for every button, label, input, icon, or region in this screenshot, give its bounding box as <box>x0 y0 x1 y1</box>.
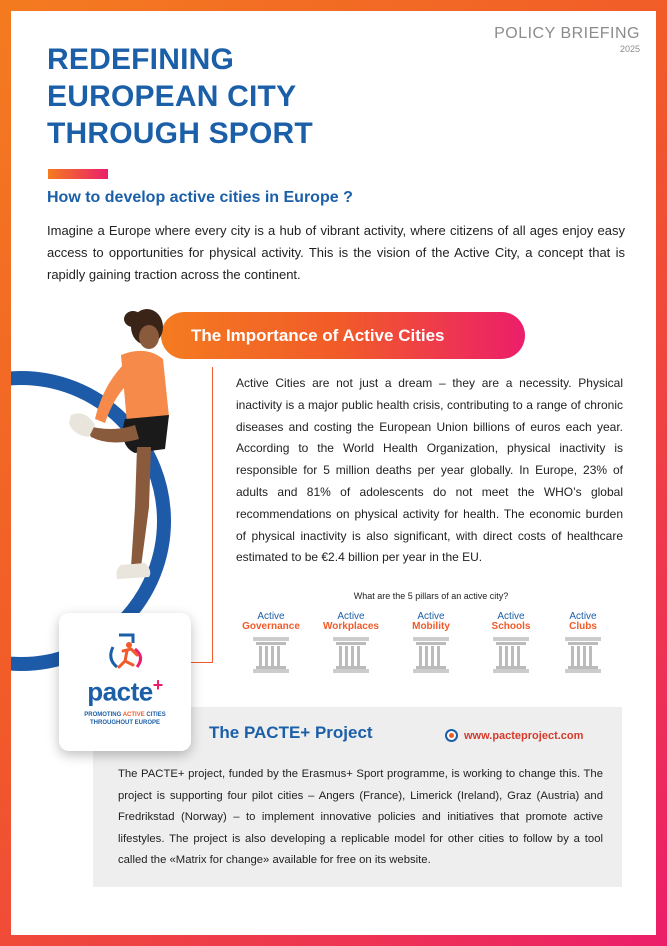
project-heading: The PACTE+ Project <box>209 723 373 742</box>
tagline-highlight: ACTIVE <box>122 712 145 718</box>
pillar-name: Clubs <box>569 621 597 632</box>
column-icon <box>331 635 371 673</box>
intro-paragraph: Imagine a Europe where every city is a hub of vibrant activity, where citizens of all ages enjoy easy access to opportunities for physical activity. This is the vision of the Active City, a concept that is rapidly gaining traction across the continent. <box>47 223 625 282</box>
title-accent-bar <box>48 169 108 179</box>
pillar-name: Schools <box>491 621 531 632</box>
pillars-question: What are the 5 pillars of an active city? <box>353 591 509 601</box>
pillar-clubs <box>545 611 621 673</box>
pillars-row <box>233 611 633 691</box>
pillar-schools <box>473 611 549 673</box>
section-divider-line <box>212 367 213 663</box>
pacte-wordmark <box>59 675 191 708</box>
tagline-line2: THROUGHOUT EUROPE <box>89 720 160 726</box>
project-body: The PACTE+ project, funded by the Erasmus+ Sport programme, is working to change this. The project is supporting four pilot cities – Angers (France), Limerick (Ireland), Graz (Austria) and Fredrikstad (Norway) – to implement innovative policies and initiatives that promote active lifestyles. The project is also developing a replicable model for other cities to follow by a tool called the «Matrix for change» available for free on its website. <box>118 768 603 866</box>
pacte-wordmark-plus: + <box>152 675 163 695</box>
column-icon <box>491 635 531 673</box>
brief-page <box>11 11 656 935</box>
page-title <box>47 41 467 152</box>
project-website-link[interactable] <box>445 729 583 742</box>
pillar-prefix: Active <box>257 611 285 622</box>
importance-heading-banner <box>161 312 525 359</box>
column-icon <box>251 635 291 673</box>
document-year: 2025 <box>619 44 640 54</box>
title-line-3: THROUGH SPORT <box>47 117 313 150</box>
document-type <box>494 25 640 54</box>
target-icon <box>445 729 458 742</box>
pacte-logo-mark-icon <box>103 629 149 675</box>
pillar-prefix: Active <box>569 611 597 622</box>
pillar-workplaces <box>313 611 389 673</box>
pillar-name: Workplaces <box>323 621 379 632</box>
pillar-name: Mobility <box>412 621 450 632</box>
pillar-prefix: Active <box>417 611 445 622</box>
pillar-mobility <box>393 611 469 673</box>
pacte-tagline <box>59 711 191 727</box>
column-icon <box>411 635 451 673</box>
title-line-2: EUROPEAN CITY <box>47 80 297 113</box>
title-line-1: REDEFINING <box>47 43 235 76</box>
importance-body: Active Cities are not just a dream – they are a necessity. Physical inactivity is a major public health crisis, contributing to a range of chronic diseases and costing the European Union billions of euros each year. According to the World Health Organization, physical inactivity is responsible for 5 million deaths per year globally. In Europe, 23% of adults and 81% of adolescents do not meet the WHO’s global recommendations on physical activity for health. The economic burden of physical inactivity is also significant, with direct costs of healthcare estimated to be €2.4 billion per year in the EU. <box>236 376 623 565</box>
importance-heading: The Importance of Active Cities <box>191 325 445 345</box>
document-type-label: POLICY BRIEFING <box>494 25 640 42</box>
section-divider-foot <box>191 662 213 663</box>
pillar-prefix: Active <box>337 611 365 622</box>
tagline-post: CITIES <box>144 712 166 718</box>
subtitle: How to develop active cities in Europe ? <box>47 189 353 206</box>
project-website-text: www.pacteproject.com <box>464 729 584 742</box>
pillar-governance <box>233 611 309 673</box>
column-icon <box>563 635 603 673</box>
tagline-pre: PROMOTING <box>84 712 123 718</box>
athlete-illustration <box>51 297 201 597</box>
pacte-wordmark-text: pacte <box>87 676 153 707</box>
pacte-logo-card <box>59 613 191 751</box>
pillar-name: Governance <box>242 621 300 632</box>
pillar-prefix: Active <box>497 611 525 622</box>
